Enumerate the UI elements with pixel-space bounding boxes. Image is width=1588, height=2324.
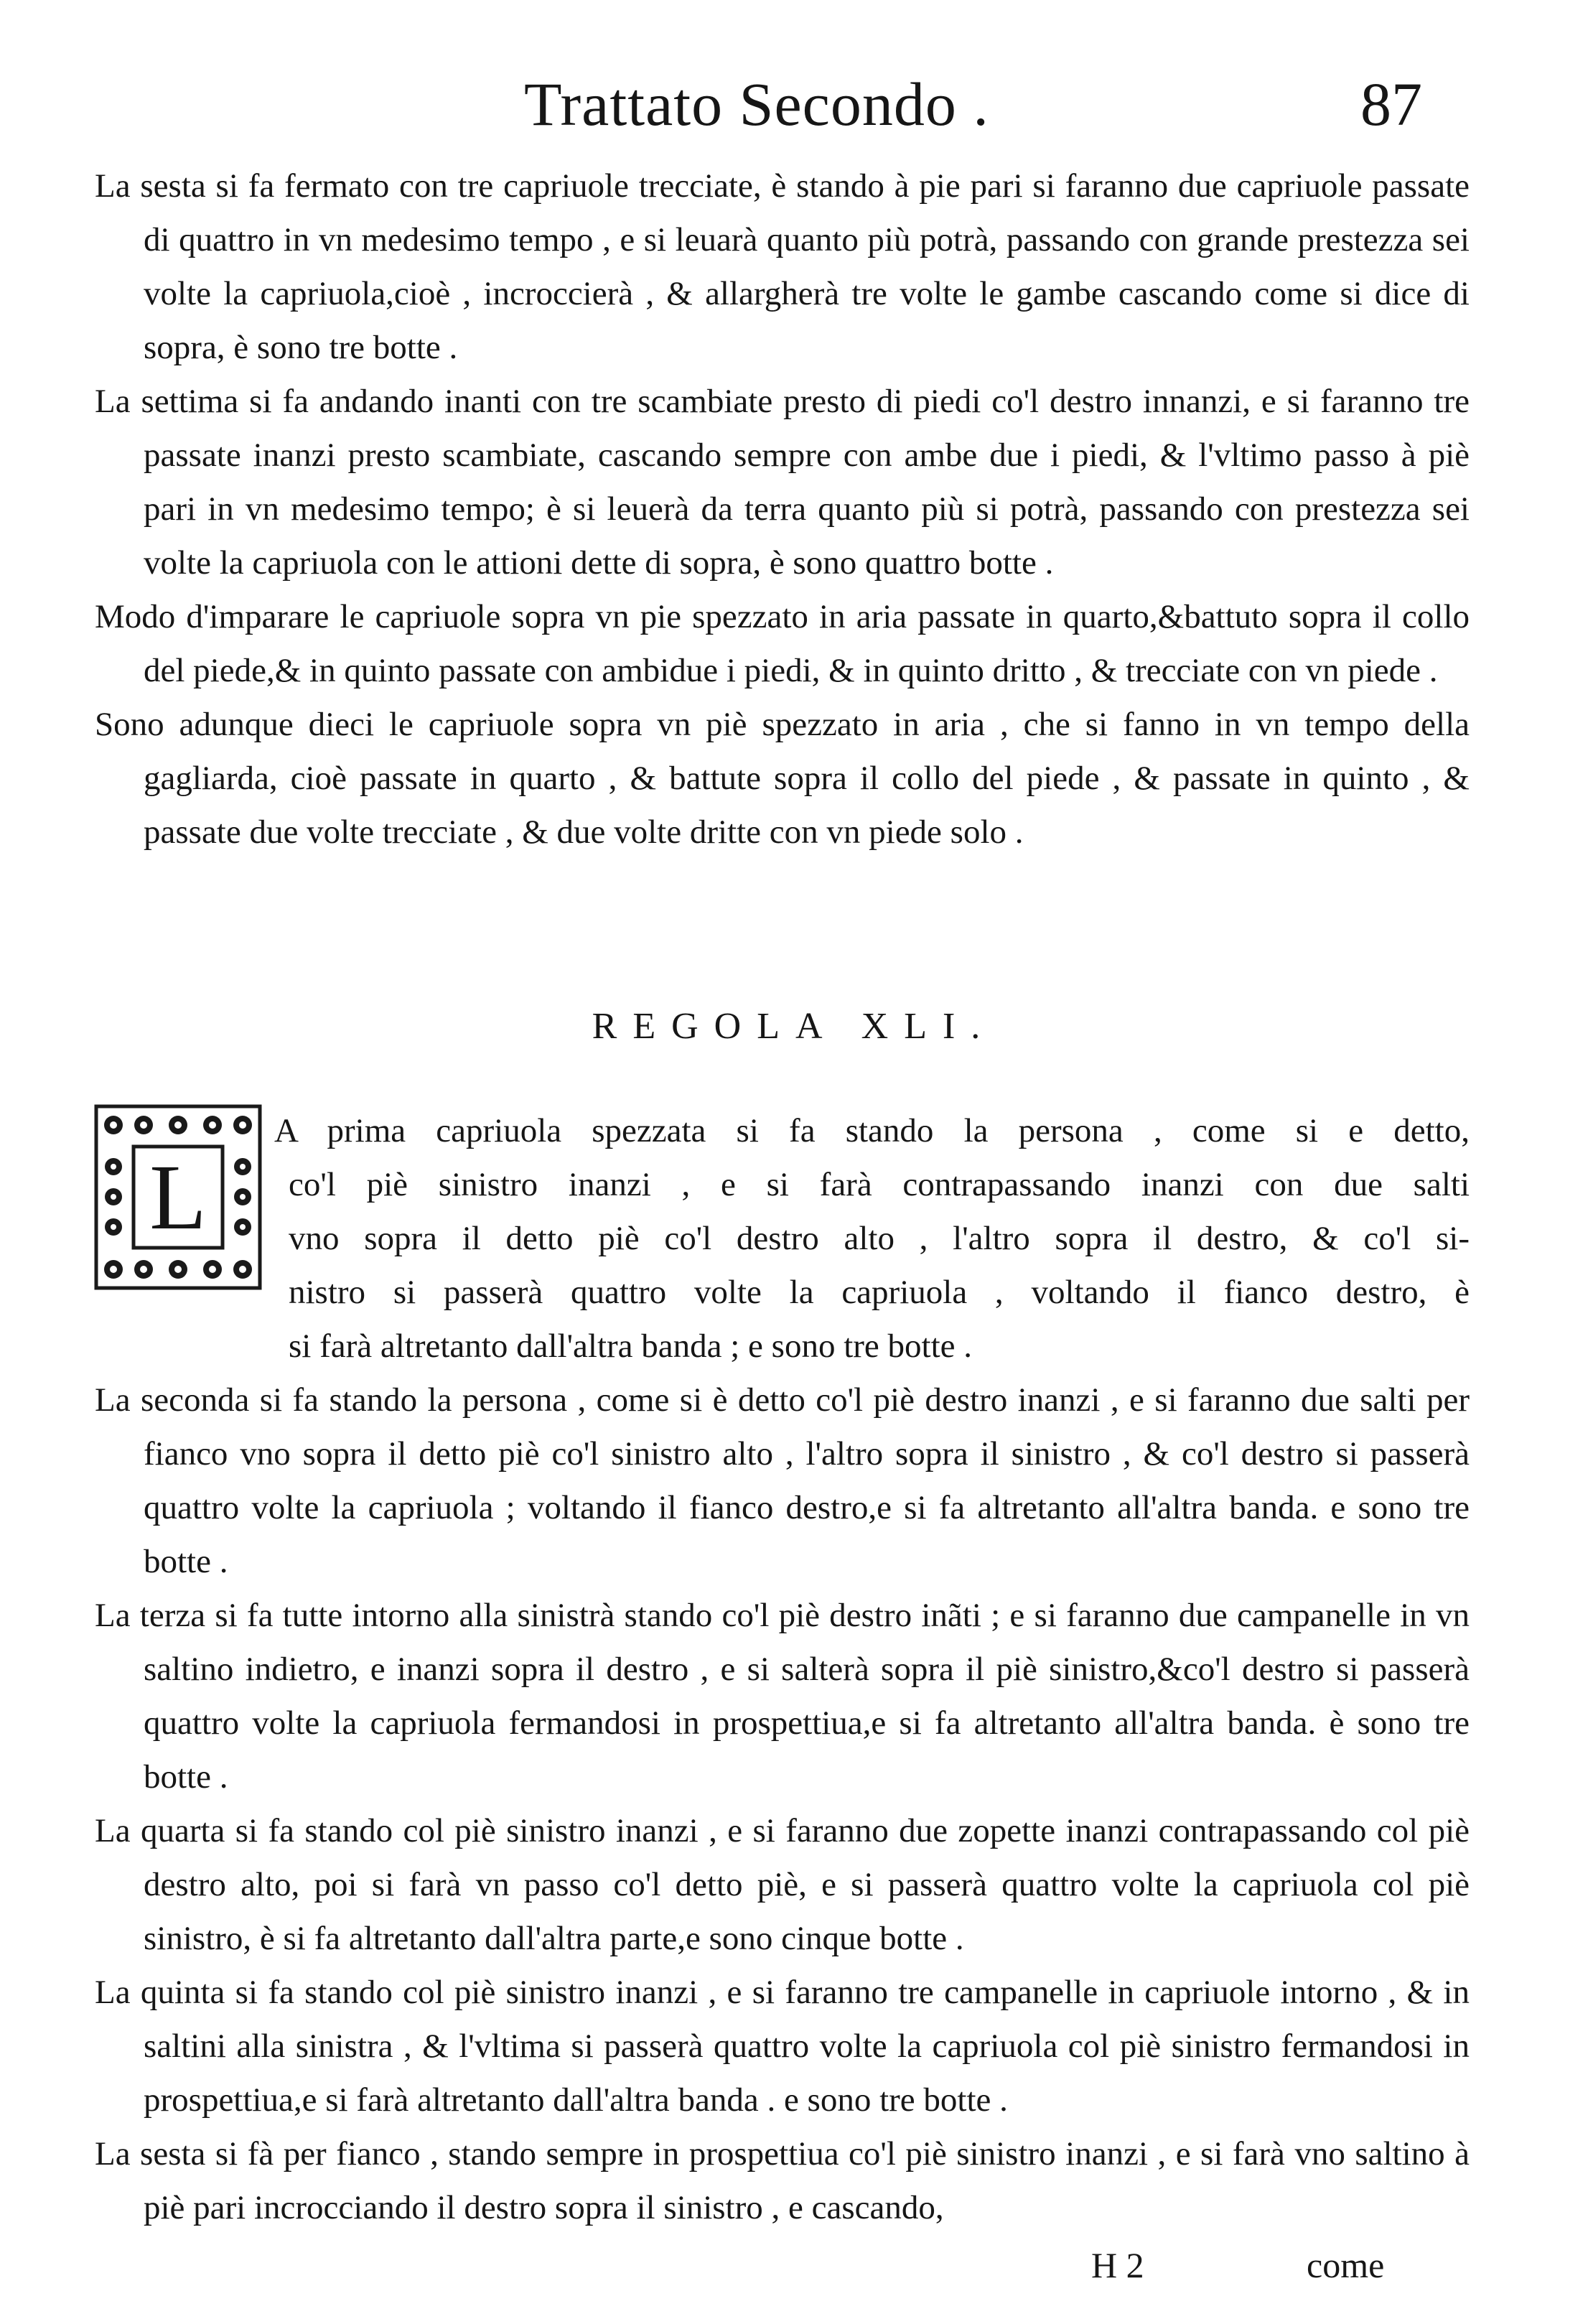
paragraph: La sesta si fa fermato con tre capriuole trecciate, è stando à pie pari si faranno due capriuole passate di quattro in vn medesimo tempo , e si leuarà quanto più potrà, passando con grande prestezza sei volte la capriuola,cioè , incroccierà , & allargherà tre volte le gambe cascando come si dice di sopra, è sono tre botte .	[95, 167, 1470, 366]
text-block-top	[95, 159, 1470, 859]
paragraph: Modo d'imparare le capriuole sopra vn pie spezzato in aria passate in quarto,&battuto sopra il collo del piede,& in quinto passate con ambidue i piedi, & in quinto dritto , & trecciate con vn piede .	[95, 598, 1470, 689]
text-line: vno sopra il detto piè co'l destro alto , l'altro sopra il destro, & co'l si-	[289, 1220, 1470, 1257]
text-block-bottom	[95, 1373, 1470, 2235]
paragraph: Sono adunque dieci le capriuole sopra vn piè spezzato in aria , che si fanno in vn tempo della gagliarda, cioè passate in quarto , & battute sopra il collo del piede , & passate in quinto , & passate due volte trecciate , & due volte dritte con vn piede solo .	[95, 706, 1470, 851]
catchword: come	[1307, 2245, 1385, 2285]
paragraph: La quinta si fa stando col piè sinistro inanzi , e si faranno tre campanelle in capriuole intorno , & in saltini alla sinistra , & l'vltima si passerà quattro volte la capriuola col piè sinistro fermandosi in prospettiua,e si farà altretanto dall'altra banda . e sono tre botte .	[95, 1974, 1470, 2119]
text-line: co'l piè sinistro inanzi , e si farà contrapassando inanzi con due salti	[289, 1166, 1470, 1203]
signature-mark: H 2	[1091, 2245, 1144, 2285]
rule-intro-paragraph	[95, 1104, 1470, 1373]
paragraph: La quarta si fa stando col piè sinistro inanzi , e si faranno due zopette inanzi contrapassando col piè destro alto, poi si farà vn passo co'l detto piè, e si passerà quattro volte la capriuola col piè sinistro, è si fa altretanto dall'altra parte,e sono cinque botte .	[95, 1812, 1470, 1957]
text-line: nistro si passerà quattro volte la capriuola , voltando il fianco destro, è	[289, 1274, 1470, 1311]
running-head	[0, 68, 1588, 140]
paragraph: La settima si fa andando inanti con tre scambiate presto di piedi co'l destro innanzi, e si faranno tre passate inanzi presto scambiate, cascando sempre con ambe due i piedi, & l'vltimo passo à piè pari in vn medesimo tempo; è si leuerà da terra quanto più si potrà, passando con prestezza sei volte la capriuola con le attioni dette di sopra, è sono quattro botte .	[95, 383, 1470, 582]
rule-heading: REGOLA XLI.	[592, 1006, 996, 1047]
paragraph: La terza si fa tutte intorno alla sinistrà stando co'l piè destro inãti ; e si faranno due campanelle in vn saltino indietro, e inanzi sopra il destro , e si salterà sopra il piè sinistro,&co'l destro si passerà quattro volte la capriuola fermandosi in prospettiua,e si fa altretanto all'altra banda. è sono tre botte .	[95, 1597, 1470, 1796]
paragraph: La sesta si fà per fianco , stando sempre in prospettiua co'l piè sinistro inanzi , e si farà vno saltino à piè pari incrocciando il destro sopra il sinistro , e cascando,	[95, 2135, 1470, 2226]
initial-letter: L	[149, 1146, 207, 1249]
page-number: 87	[1360, 70, 1422, 139]
running-title: Trattato Secondo .	[524, 70, 989, 139]
text-line: si farà altretanto dall'altra banda ; e sono tre botte .	[289, 1327, 973, 1365]
paragraph: La seconda si fa stando la persona , come si è detto co'l piè destro inanzi , e si faranno due salti per fianco vno sopra il detto piè co'l sinistro alto , l'altro sopra il sinistro , & co'l destro si passerà quattro volte la capriuola ; voltando il fianco destro,e si fa altretanto all'altra banda. e sono tre botte .	[95, 1381, 1470, 1580]
text-line: A prima capriuola spezzata si fa stando la persona , come si e detto,	[274, 1112, 1470, 1149]
